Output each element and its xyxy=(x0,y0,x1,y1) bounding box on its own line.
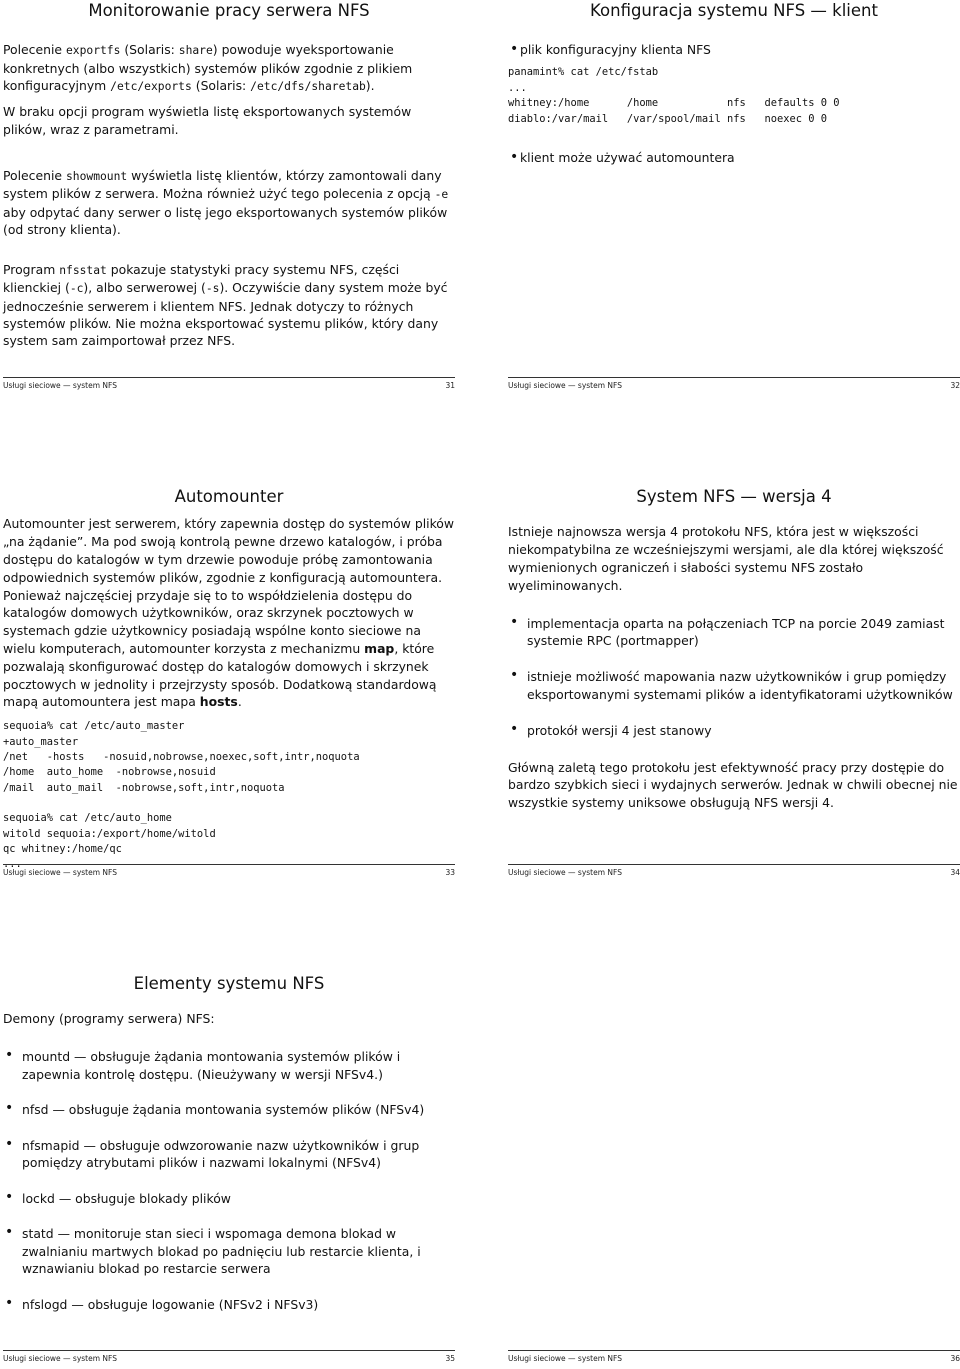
slide-36-footer xyxy=(508,1350,960,1369)
page-number: 32 xyxy=(950,381,960,390)
footer-label: Usługi sieciowe — system NFS xyxy=(508,381,622,390)
list-item: • lockd — obsługuje blokady plików xyxy=(3,1190,455,1208)
slide-34-paragraph-2: Główną zaletą tego protokołu jest efektywność pracy przy dostępie do bardzo szybkich sieci i wydajnych serwerów. Jednak w chwili obecnej nie wszystkie systemy uniksowe obsługują NFS wersji 4. xyxy=(508,759,958,811)
footer-label: Usługi sieciowe — system NFS xyxy=(508,868,622,877)
list-item: • mountd — obsługuje żądania montowania systemów plików i zapewnia kontrolę dostępu. (Nieużywany w wersji NFSv4.) xyxy=(3,1048,455,1083)
list-item: • protokół wersji 4 jest stanowy xyxy=(508,722,960,740)
slide-32-footer xyxy=(508,377,960,396)
slide-31-paragraph-2: W braku opcji program wyświetla listę eksportowanych systemów plików, wraz z parametrami. xyxy=(3,104,412,137)
list-item: • nfsd — obsługuje żądania montowania systemów plików (NFSv4) xyxy=(3,1101,455,1119)
slide-31-paragraph-4: Program nfsstat pokazuje statystyki pracy systemu NFS, części klienckiej (-c), albo serwerowej (-s). Oczywiście dany system może być jednocześnie serwerem i klientem NFS. Jednak dotyczy to różnych systemów plików. Nie można eksportować systemu plików, który dany system sam zaimportował przez NFS. xyxy=(3,262,448,349)
slide-34-paragraph-1: Istnieje najnowsza wersja 4 protokołu NFS, która jest w większości niekompatybilna ze wcześniejszymi wersjami, ale dla której większość wymienionych ograniczeń i słabości systemu NFS zostało wyeliminowanych. xyxy=(508,524,944,593)
slide-34-bullets xyxy=(508,615,960,740)
slide-33-title: Automounter xyxy=(174,487,284,506)
footer-label: Usługi sieciowe — system NFS xyxy=(3,1354,117,1363)
list-item: • nfsmapid — obsługuje odwzorowanie nazw użytkowników i grup pomiędzy atrybutami plików i nazwami lokalnymi (NFSv4) xyxy=(3,1137,455,1172)
slide-31-paragraph-3: Polecenie showmount wyświetla listę klientów, którzy zamontowali dany system plików z serwera. Można również użyć tego polecenia z opcją -e aby odpytać dany serwer o listę jego eksportowanych systemów plików (od strony klienta). xyxy=(3,167,449,237)
page-number: 34 xyxy=(950,868,960,877)
slide-31-paragraph-1: Polecenie exportfs (Solaris: share) powoduje wyeksportowanie konkretnych (albo wszystkich) systemów plików zgodnie z plikiem konfiguracyjnym /etc/exports (Solaris: /etc/dfs/sharetab). xyxy=(3,42,413,94)
slide-35-bullets xyxy=(3,1048,455,1313)
slide-32-bullets xyxy=(508,41,960,59)
slide-32 xyxy=(508,0,960,167)
list-item: • plik konfiguracyjny klienta NFS xyxy=(508,41,960,59)
slide-33 xyxy=(3,486,455,873)
list-item: • statd — monitoruje stan sieci i wspomaga demona blokad w zwalnianiu martwych blokad po padnięciu lub restarcie klienta, i wznawianiu blokad po restarcie serwera xyxy=(3,1225,455,1278)
slide-35-title: Elementy systemu NFS xyxy=(133,974,325,993)
slide-35 xyxy=(3,973,455,1313)
footer-label: Usługi sieciowe — system NFS xyxy=(3,868,117,877)
slide-33-footer xyxy=(3,864,455,883)
slide-34-footer xyxy=(508,864,960,883)
footer-label: Usługi sieciowe — system NFS xyxy=(3,381,117,390)
auto-master-code-block: sequoia% cat /etc/auto_master +auto_master /net -hosts -nosuid,nobrowse,noexec,soft,intr,noquota /home auto_home -nobrowse,nosuid /mail auto_mail -nobrowse,soft,intr,noquota xyxy=(3,720,360,794)
list-item: • istnieje możliwość mapowania nazw użytkowników i grup pomiędzy eksportowanymi systemami plików a identyfikatorami użytkowników xyxy=(508,668,960,704)
fstab-code-block: panamint% cat /etc/fstab ... whitney:/home /home nfs defaults 0 0 diablo:/var/mail /var/spool/mail nfs noexec 0 0 xyxy=(508,66,840,125)
slide-33-paragraph-1: Automounter jest serwerem, który zapewnia dostęp do systemów plików „na żądanie”. Ma pod swoją kontrolą pewne drzewo katalogów, i próba dostępu do katalogów w tym drzewie powoduje próbę zamontowania odpowiednich systemów plików, zgodnie z konfiguracją automountera. Ponieważ najczęściej przydaje się to to współdzielenia dostępu do katalogów domowych użytkowników, oraz skrzynek pocztowych w systemach gdzie użytkownicy posiadają wspólne konto sieciowe na wielu komputerach, automounter korzysta z mechanizmu map, które pozwalają skonfigurować dostęp do katalogów domowych i skrzynek pocztowych w jednolity i przejrzysty sposób. Dodatkową standardową mapą automountera jest mapa hosts. xyxy=(3,516,455,710)
list-item: • klient może używać automountera xyxy=(508,149,960,167)
slide-32-title: Konfiguracja systemu NFS — klient xyxy=(590,1,878,20)
list-item: • nfslogd — obsługuje logowanie (NFSv2 i NFSv3) xyxy=(3,1296,455,1314)
page-number: 31 xyxy=(445,381,455,390)
footer-label: Usługi sieciowe — system NFS xyxy=(508,1354,622,1363)
slide-35-footer xyxy=(3,1350,455,1369)
list-item: • implementacja oparta na połączeniach TCP na porcie 2049 zamiast systemie RPC (portmapper) xyxy=(508,615,960,651)
slide-35-intro: Demony (programy serwera) NFS: xyxy=(3,1011,215,1027)
auto-home-code-block: sequoia% cat /etc/auto_home witold sequoia:/export/home/witold qc whitney:/home/qc ... xyxy=(3,812,216,871)
slide-31 xyxy=(3,0,455,350)
slide-31-footer xyxy=(3,377,455,396)
slide-31-title: Monitorowanie pracy serwera NFS xyxy=(88,1,370,20)
page-number: 33 xyxy=(445,868,455,877)
slide-34-title: System NFS — wersja 4 xyxy=(636,487,832,506)
page-number: 35 xyxy=(445,1354,455,1363)
slide-32-bullets-2 xyxy=(508,149,960,167)
page-number: 36 xyxy=(950,1354,960,1363)
slide-34 xyxy=(508,486,960,812)
